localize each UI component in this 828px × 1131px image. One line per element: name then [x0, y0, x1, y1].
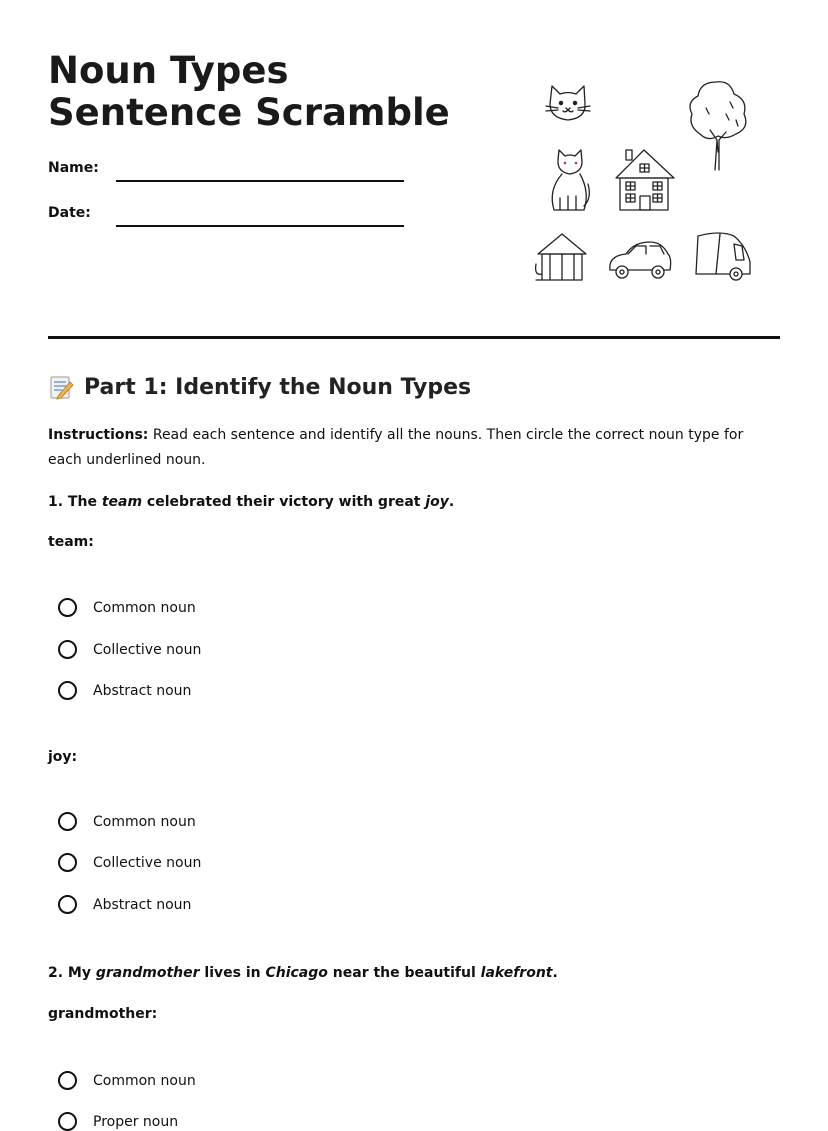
- cat-face-icon: [546, 86, 590, 120]
- option-row[interactable]: [58, 1071, 196, 1090]
- radio-circle[interactable]: [58, 853, 77, 872]
- q2-noun-grandmother: grandmother: [95, 965, 200, 981]
- word-label-grandmother: grandmother:: [48, 1006, 158, 1022]
- instructions: [48, 423, 778, 473]
- radio-circle[interactable]: [58, 640, 77, 659]
- memo-icon: [48, 374, 74, 400]
- option-row[interactable]: [58, 1112, 178, 1131]
- date-line[interactable]: [116, 225, 404, 227]
- radio-circle[interactable]: [58, 1071, 77, 1090]
- option-label: Common noun: [93, 813, 196, 830]
- option-label: Common noun: [93, 599, 196, 616]
- van-icon: [696, 233, 750, 280]
- illustrations: [530, 74, 760, 288]
- q1-text: .: [448, 494, 455, 510]
- part1-title-text: Part 1: Identify the Noun Types: [84, 374, 472, 400]
- shed-icon: [536, 234, 586, 280]
- radio-circle[interactable]: [58, 1112, 77, 1131]
- option-label: Common noun: [93, 1072, 196, 1089]
- option-label: Abstract noun: [93, 896, 192, 913]
- q2-text: 2. My: [48, 965, 96, 981]
- question-2: [48, 965, 558, 981]
- q2-noun-chicago: Chicago: [265, 965, 328, 981]
- section-divider: [48, 336, 780, 339]
- radio-circle[interactable]: [58, 598, 77, 617]
- house-icon: [616, 150, 674, 210]
- option-label: Collective noun: [93, 854, 202, 871]
- date-field[interactable]: [48, 205, 91, 221]
- radio-circle[interactable]: [58, 681, 77, 700]
- sitting-cat-icon: [552, 150, 589, 210]
- name-field[interactable]: [48, 160, 99, 176]
- option-row[interactable]: [58, 681, 191, 700]
- date-label: Date:: [48, 205, 91, 221]
- q1-text: 1. The: [48, 494, 102, 510]
- instructions-label: Instructions:: [48, 427, 149, 443]
- instructions-text: Read each sentence and identify all the nouns. Then circle the correct noun type for each underlined noun.: [48, 427, 744, 468]
- q2-noun-lakefront: lakefront: [480, 965, 553, 981]
- q1-noun-joy: joy: [425, 494, 449, 510]
- option-label: Collective noun: [93, 641, 202, 658]
- word-label-joy: joy:: [48, 749, 78, 765]
- option-row[interactable]: [58, 853, 201, 872]
- page-title: Noun Types Sentence Scramble: [48, 49, 450, 134]
- option-label: Proper noun: [93, 1113, 179, 1130]
- q1-noun-team: team: [101, 494, 143, 510]
- car-icon: [610, 242, 671, 278]
- option-row[interactable]: [58, 895, 191, 914]
- q2-text: .: [552, 965, 558, 981]
- q1-text: celebrated their victory with great: [142, 494, 426, 510]
- q2-text: lives in: [199, 965, 266, 981]
- option-label: Abstract noun: [93, 682, 192, 699]
- radio-circle[interactable]: [58, 895, 77, 914]
- part1-title: [48, 374, 471, 400]
- option-row[interactable]: [58, 640, 201, 659]
- option-row[interactable]: [58, 598, 196, 617]
- name-label: Name:: [48, 160, 99, 176]
- radio-circle[interactable]: [58, 812, 77, 831]
- word-label-team: team:: [48, 534, 94, 550]
- option-row[interactable]: [58, 812, 196, 831]
- question-1: [48, 494, 454, 510]
- q2-text: near the beautiful: [327, 965, 481, 981]
- tree-icon: [690, 82, 746, 170]
- name-line[interactable]: [116, 180, 404, 182]
